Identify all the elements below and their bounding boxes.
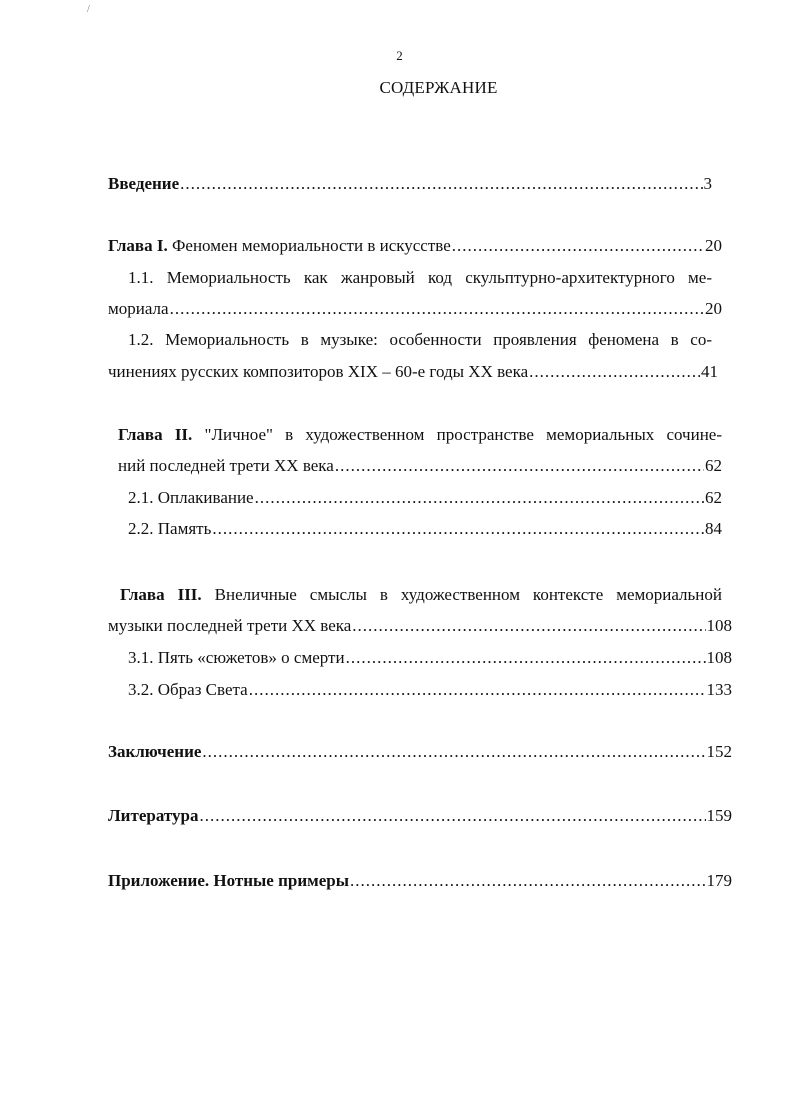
toc-leader	[255, 486, 704, 510]
toc-label: 2.2. Память	[128, 519, 212, 538]
toc-entry-3-2[interactable]	[128, 678, 732, 702]
toc-leader	[180, 172, 702, 196]
toc-leader	[352, 614, 705, 638]
toc-page: 159	[706, 806, 732, 825]
toc-leader	[335, 454, 704, 478]
toc-page: 108	[706, 616, 732, 635]
chapter-title: Феномен мемориальности в искусстве	[171, 236, 451, 255]
toc-label: Литература	[108, 806, 199, 825]
toc-leader	[202, 740, 705, 764]
toc-label: чинениях русских композиторов XIX – 60-е годы XX века	[108, 362, 529, 381]
toc-page: 108	[706, 648, 732, 667]
toc-entry-2-1[interactable]	[128, 486, 722, 510]
toc-entry-conclusion[interactable]	[108, 740, 732, 764]
toc-entry-chapter-2-line1[interactable]	[118, 423, 722, 447]
toc-label: 3.2. Образ Света	[128, 680, 248, 699]
toc-page: 41	[701, 362, 718, 381]
corner-mark: /	[87, 4, 90, 15]
toc-leader	[170, 297, 704, 321]
toc-entry-1-1-line1[interactable]: 1.1. Мемориальность как жанровый код скульптурно-архитектурного ме-	[128, 268, 712, 287]
toc-leader	[350, 869, 706, 893]
toc-leader	[199, 804, 705, 828]
toc-label: мориала	[108, 299, 169, 318]
toc-label: 3.1. Пять «сюжетов» о смерти	[128, 648, 345, 667]
toc-label: Введение	[108, 174, 180, 193]
toc-leader	[249, 678, 706, 702]
toc-entry-literature[interactable]	[108, 804, 732, 828]
toc-page: 152	[706, 742, 732, 761]
toc-page: 179	[706, 871, 732, 890]
toc-label: ний последней трети XX века	[118, 456, 334, 475]
toc-page: 133	[706, 680, 732, 699]
toc-label: 2.1. Оплакивание	[128, 488, 254, 507]
toc-label: Приложение. Нотные примеры	[108, 871, 349, 890]
chapter-prefix: Глава III.	[120, 585, 202, 604]
chapter-prefix: Глава I.	[108, 236, 168, 255]
toc-leader	[452, 234, 704, 258]
toc-page: 84	[705, 519, 722, 538]
toc-leader	[529, 360, 700, 384]
toc-entry-chapter-3-line2[interactable]	[108, 614, 732, 638]
toc-entry-appendix[interactable]	[108, 869, 732, 893]
chapter-title: Внеличные смыслы в художественном контексте мемориальной	[214, 585, 722, 604]
toc-entry-2-2[interactable]	[128, 517, 722, 541]
page-number: 2	[396, 48, 403, 63]
toc-entry-intro[interactable]	[108, 172, 712, 196]
toc-leader	[346, 646, 706, 670]
toc-page: 20	[705, 236, 722, 255]
toc-entry-1-2-line1[interactable]: 1.2. Мемориальность в музыке: особенности проявления феномена в со-	[128, 330, 712, 349]
toc-leader	[212, 517, 704, 541]
chapter-prefix: Глава II.	[118, 425, 193, 444]
toc-entry-1-2-line2[interactable]	[108, 360, 718, 384]
page-title: СОДЕРЖАНИЕ	[379, 78, 498, 97]
toc-label: Заключение	[108, 742, 202, 761]
toc-entry-chapter-3-line1[interactable]	[120, 583, 722, 607]
chapter-title: "Личное" в художественном пространстве мемориальных сочине-	[204, 425, 722, 444]
toc-entry-chapter-1[interactable]	[108, 234, 722, 258]
toc-page: 20	[705, 299, 722, 318]
toc-entry-3-1[interactable]	[128, 646, 732, 670]
toc-entry-1-1-line2[interactable]	[108, 297, 722, 321]
toc-label: музыки последней трети XX века	[108, 616, 352, 635]
toc-page: 62	[705, 488, 722, 507]
toc-page: 62	[705, 456, 722, 475]
toc-page: 3	[703, 174, 712, 193]
toc-label	[108, 234, 451, 258]
toc-entry-chapter-2-line2[interactable]	[118, 454, 722, 478]
